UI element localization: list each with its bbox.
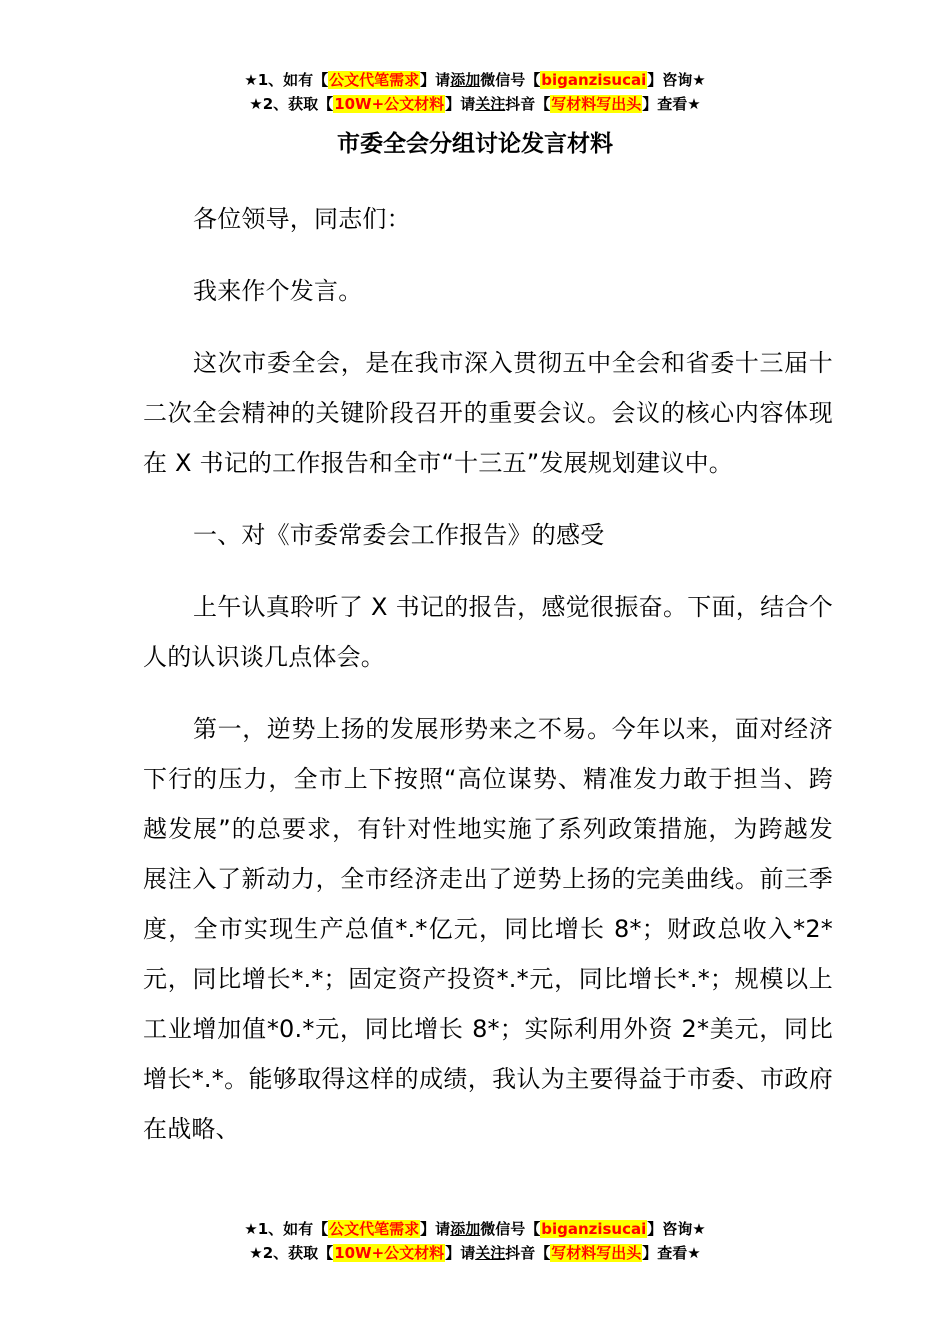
paragraph-intro: 我来作个发言。 [193,277,363,305]
paragraph-context: 这次市委全会，是在我市深入贯彻五中全会和省委十三届十二次全会精神的关键阶段召开的重要会议。会议的核心内容体现在 X 书记的工作报告和全市“十三五”发展规划建议中。 [143,349,833,477]
highlight-service: 公文代笔需求 [329,71,420,89]
highlight-douyin-account: 写材料写出头 [551,95,642,113]
highlight-materials: 10W+公文材料 [334,95,445,113]
highlight-wechat-id: biganzisucai [541,71,647,89]
highlight-wechat-id: biganzisucai [541,1220,647,1238]
banner-line-2: ★2、获取【10W+公文材料】请关注抖音【写材料写出头】查看★ [249,1244,701,1262]
banner-line-1: ★1、如有【公文代笔需求】请添加微信号【biganzisucai】咨询★ [244,1220,706,1238]
document-title: 市委全会分组讨论发言材料 [337,131,613,157]
paragraph-report-impression: 上午认真聆听了 X 书记的报告，感觉很振奋。下面，结合个人的认识谈几点体会。 [143,593,833,671]
highlight-douyin-account: 写材料写出头 [551,1244,642,1262]
header-banner [0,68,950,116]
section-heading-1: 一、对《市委常委会工作报告》的感受 [193,521,605,549]
highlight-materials: 10W+公文材料 [334,1244,445,1262]
highlight-service: 公文代笔需求 [329,1220,420,1238]
banner-line-1: ★1、如有【公文代笔需求】请添加微信号【biganzisucai】咨询★ [244,71,706,89]
paragraph-greeting: 各位领导，同志们： [193,205,411,233]
banner-line-2: ★2、获取【10W+公文材料】请关注抖音【写材料写出头】查看★ [249,95,701,113]
document-body [143,194,833,1176]
paragraph-point-1: 第一，逆势上扬的发展形势来之不易。今年以来，面对经济下行的压力，全市上下按照“高位谋势、精准发力敢于担当、跨越发展”的总要求，有针对性地实施了系列政策措施，为跨越发展注入了新动力，全市经济走出了逆势上扬的完美曲线。前三季度，全市实现生产总值*.*亿元，同比增长 8*；财政总收入*2*元，同比增长*.*；固定资产投资*.*元，同比增长*.*；规模以上工业增加值*0.*元，同比增长 8*；实际利用外资 2*美元，同比增长*.*。能够取得这样的成绩，我认为主要得益于市委、市政府在战略、 [143,715,833,1143]
footer-banner [0,1217,950,1265]
